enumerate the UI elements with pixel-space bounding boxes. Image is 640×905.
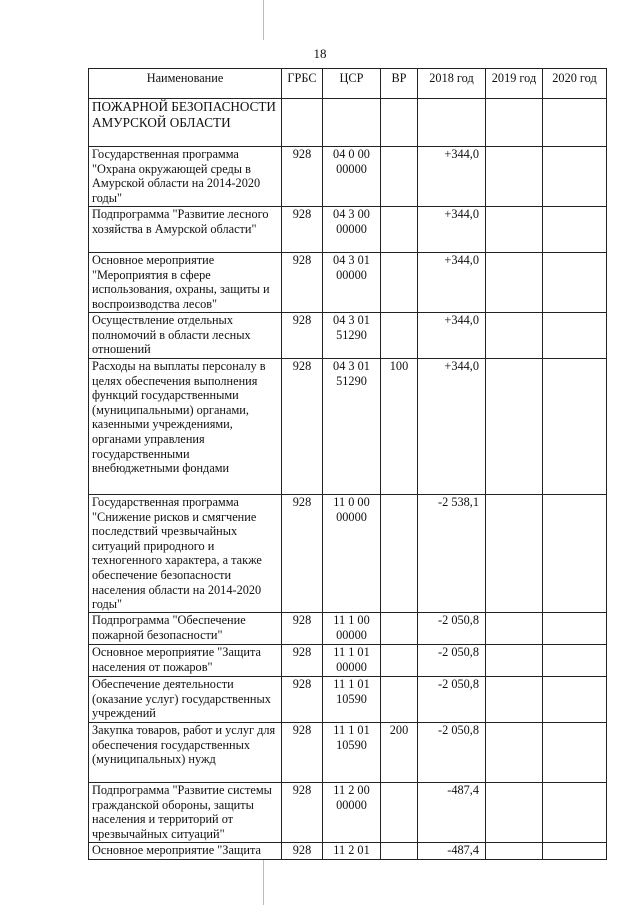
row-name: Подпрограмма "Развитие системы гражданской обороны, защиты населения и территорий от чрезвычайных ситуаций" <box>89 783 282 843</box>
row-csr: 11 2 00 00000 <box>323 783 381 843</box>
row-2019 <box>486 495 543 613</box>
section-title: ПОЖАРНОЙ БЕЗОПАСНОСТИ АМУРСКОЙ ОБЛАСТИ <box>89 99 282 147</box>
row-2018: -487,4 <box>418 843 486 860</box>
row-2020 <box>543 147 607 207</box>
row-2018: -2 050,8 <box>418 645 486 677</box>
row-2020 <box>543 253 607 313</box>
row-2018: -2 050,8 <box>418 613 486 645</box>
row-grbs: 928 <box>282 207 323 253</box>
row-name: Закупка товаров, работ и услуг для обеспечения государственных (муниципальных) нужд <box>89 723 282 783</box>
row-2019 <box>486 645 543 677</box>
row-2019 <box>486 783 543 843</box>
row-grbs: 928 <box>282 843 323 860</box>
row-vr <box>381 253 418 313</box>
table-row <box>89 677 607 723</box>
row-2020 <box>543 677 607 723</box>
table-row <box>89 645 607 677</box>
table-row <box>89 253 607 313</box>
page-number: 18 <box>313 46 327 61</box>
header-row <box>89 69 607 99</box>
row-grbs: 928 <box>282 783 323 843</box>
row-grbs: 928 <box>282 613 323 645</box>
row-vr <box>381 207 418 253</box>
table-row <box>89 843 607 860</box>
row-2019 <box>486 253 543 313</box>
header-2020: 2020 год <box>543 69 607 99</box>
row-name: Основное мероприятие "Защита <box>89 843 282 860</box>
row-name: Основное мероприятие "Защита населения от пожаров" <box>89 645 282 677</box>
row-csr: 11 1 01 10590 <box>323 677 381 723</box>
header-2018: 2018 год <box>418 69 486 99</box>
row-2020 <box>543 645 607 677</box>
row-vr <box>381 843 418 860</box>
row-grbs: 928 <box>282 313 323 359</box>
row-2020 <box>543 613 607 645</box>
row-2019 <box>486 207 543 253</box>
row-vr <box>381 677 418 723</box>
header-vr: ВР <box>381 69 418 99</box>
budget-table <box>88 68 607 860</box>
row-name: Государственная программа "Охрана окружающей среды в Амурской области на 2014-2020 годы" <box>89 147 282 207</box>
row-2019 <box>486 147 543 207</box>
row-grbs: 928 <box>282 253 323 313</box>
row-name: Государственная программа "Снижение рисков и смягчение последствий чрезвычайных ситуаций природного и техногенного характера, а также обеспечение безопасности населения области на 2014-2020 годы" <box>89 495 282 613</box>
row-grbs: 928 <box>282 147 323 207</box>
row-csr: 04 3 00 00000 <box>323 207 381 253</box>
row-vr <box>381 613 418 645</box>
table-row <box>89 783 607 843</box>
row-2020 <box>543 359 607 495</box>
row-name: Расходы на выплаты персоналу в целях обеспечения выполнения функций государственными (муниципальными) органами, казенными учреждениями, органами управления государственными внебюджетными фондами <box>89 359 282 495</box>
row-grbs: 928 <box>282 677 323 723</box>
row-2020 <box>543 843 607 860</box>
row-2018: -2 050,8 <box>418 723 486 783</box>
row-vr: 200 <box>381 723 418 783</box>
row-grbs: 928 <box>282 495 323 613</box>
row-vr <box>381 147 418 207</box>
header-csr: ЦСР <box>323 69 381 99</box>
row-2018: -2 050,8 <box>418 677 486 723</box>
row-vr <box>381 313 418 359</box>
row-csr: 11 1 01 00000 <box>323 645 381 677</box>
row-2018: +344,0 <box>418 147 486 207</box>
row-grbs: 928 <box>282 723 323 783</box>
row-grbs: 928 <box>282 645 323 677</box>
row-csr: 11 1 01 10590 <box>323 723 381 783</box>
punch-line-bottom <box>263 860 264 905</box>
row-csr: 04 0 00 00000 <box>323 147 381 207</box>
table-row <box>89 359 607 495</box>
table-row <box>89 207 607 253</box>
row-name: Подпрограмма "Развитие лесного хозяйства в Амурской области" <box>89 207 282 253</box>
row-2018: -2 538,1 <box>418 495 486 613</box>
row-vr <box>381 645 418 677</box>
row-name: Осуществление отдельных полномочий в области лесных отношений <box>89 313 282 359</box>
header-name: Наименование <box>89 69 282 99</box>
row-csr: 11 1 00 00000 <box>323 613 381 645</box>
header-grbs: ГРБС <box>282 69 323 99</box>
row-2018: +344,0 <box>418 253 486 313</box>
row-2020 <box>543 207 607 253</box>
row-2018: -487,4 <box>418 783 486 843</box>
row-vr: 100 <box>381 359 418 495</box>
row-2019 <box>486 313 543 359</box>
row-2020 <box>543 313 607 359</box>
row-csr: 11 2 01 <box>323 843 381 860</box>
table-row <box>89 613 607 645</box>
row-csr: 11 0 00 00000 <box>323 495 381 613</box>
table-row <box>89 147 607 207</box>
table-row <box>89 495 607 613</box>
row-2019 <box>486 843 543 860</box>
row-name: Обеспечение деятельности (оказание услуг) государственных учреждений <box>89 677 282 723</box>
row-2019 <box>486 359 543 495</box>
row-vr <box>381 495 418 613</box>
table-row <box>89 313 607 359</box>
row-grbs: 928 <box>282 359 323 495</box>
row-2020 <box>543 783 607 843</box>
row-vr <box>381 783 418 843</box>
table-row <box>89 723 607 783</box>
row-2019 <box>486 723 543 783</box>
row-2018: +344,0 <box>418 359 486 495</box>
row-name: Основное мероприятие "Мероприятия в сфере использования, охраны, защиты и воспроизводства лесов" <box>89 253 282 313</box>
row-csr: 04 3 01 00000 <box>323 253 381 313</box>
section-row <box>89 99 607 147</box>
header-2019: 2019 год <box>486 69 543 99</box>
row-2020 <box>543 723 607 783</box>
row-csr: 04 3 01 51290 <box>323 359 381 495</box>
punch-line-top <box>263 0 264 40</box>
row-2018: +344,0 <box>418 313 486 359</box>
row-2018: +344,0 <box>418 207 486 253</box>
row-2020 <box>543 495 607 613</box>
row-2019 <box>486 613 543 645</box>
row-csr: 04 3 01 51290 <box>323 313 381 359</box>
row-name: Подпрограмма "Обеспечение пожарной безопасности" <box>89 613 282 645</box>
row-2019 <box>486 677 543 723</box>
